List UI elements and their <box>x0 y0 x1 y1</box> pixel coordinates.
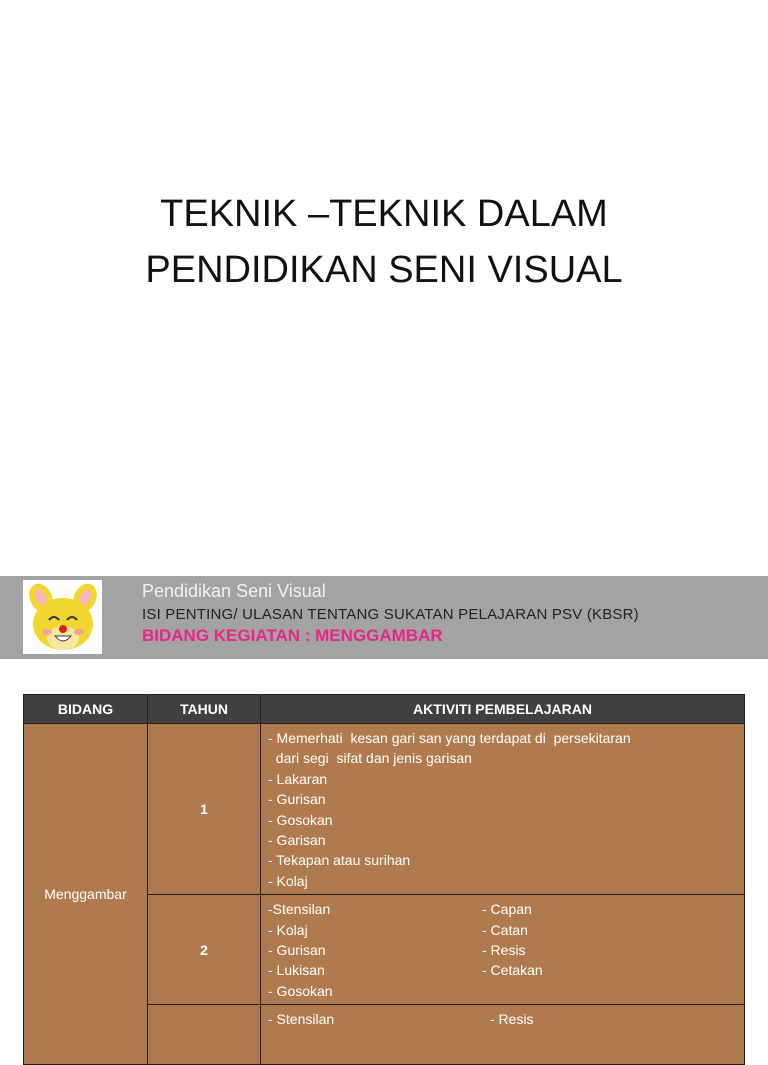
tahun-cell: 1 <box>148 724 261 895</box>
activity-line: - Capan <box>482 901 532 918</box>
tahun-cell <box>148 1005 261 1065</box>
table-header-row <box>24 695 745 724</box>
tahun-cell: 2 <box>148 895 261 1005</box>
activity-line: - Kolaj <box>268 921 308 938</box>
activity-cell <box>261 1005 745 1065</box>
yellow-bear-mascot-icon <box>23 580 102 654</box>
slide-title-line-2: PENDIDIKAN SENI VISUAL <box>145 249 623 291</box>
activity-line: - Stensilan <box>268 1011 335 1028</box>
activity-line: - Gurisan <box>268 942 326 959</box>
activity-line: - Gosokan <box>268 811 333 828</box>
activity-line: - Gurisan <box>268 791 326 808</box>
activity-cell <box>261 724 745 895</box>
column-header-bidang: BIDANG <box>24 695 148 724</box>
slide-title-line-1: TEKNIK –TEKNIK DALAM <box>160 193 608 235</box>
bidang-cell: Menggambar <box>24 724 148 1065</box>
column-header-tahun: TAHUN <box>148 695 261 724</box>
activity-line: - Resis <box>482 942 526 959</box>
header-band <box>0 576 768 659</box>
activity-column-left <box>268 899 482 1001</box>
table-row <box>24 724 745 895</box>
activity-line: - Kolaj <box>268 872 308 889</box>
activity-line: - Catan <box>482 921 528 938</box>
activity-line: - Resis <box>490 1011 534 1028</box>
activity-line: - Lukisan <box>268 962 325 979</box>
slide-title <box>40 186 728 298</box>
activity-line: - Memerhati kesan gari san yang terdapat di persekitaran <box>268 730 631 746</box>
activity-table <box>23 694 745 1065</box>
activity-line: - Cetakan <box>482 962 543 979</box>
header-field: BIDANG KEGIATAN : MENGGAMBAR <box>142 626 443 645</box>
header-subject: Pendidikan Seni Visual <box>142 581 326 601</box>
activity-line: - Tekapan atau surihan <box>268 852 411 869</box>
header-subtitle: ISI PENTING/ ULASAN TENTANG SUKATAN PELAJARAN PSV (KBSR) <box>142 606 639 623</box>
activity-line: - Lakaran <box>268 770 328 787</box>
activity-line: - Garisan <box>268 832 326 849</box>
column-header-aktiviti: AKTIVITI PEMBELAJARAN <box>261 695 745 724</box>
activity-line: dari segi sifat dan jenis garisan <box>268 750 472 767</box>
activity-column-right <box>482 899 543 1001</box>
activity-column-right <box>482 1009 534 1029</box>
activity-line: -Stensilan <box>268 901 331 918</box>
activity-column-left <box>268 1009 482 1029</box>
activity-line: - Gosokan <box>268 982 333 999</box>
activity-cell <box>261 895 745 1005</box>
